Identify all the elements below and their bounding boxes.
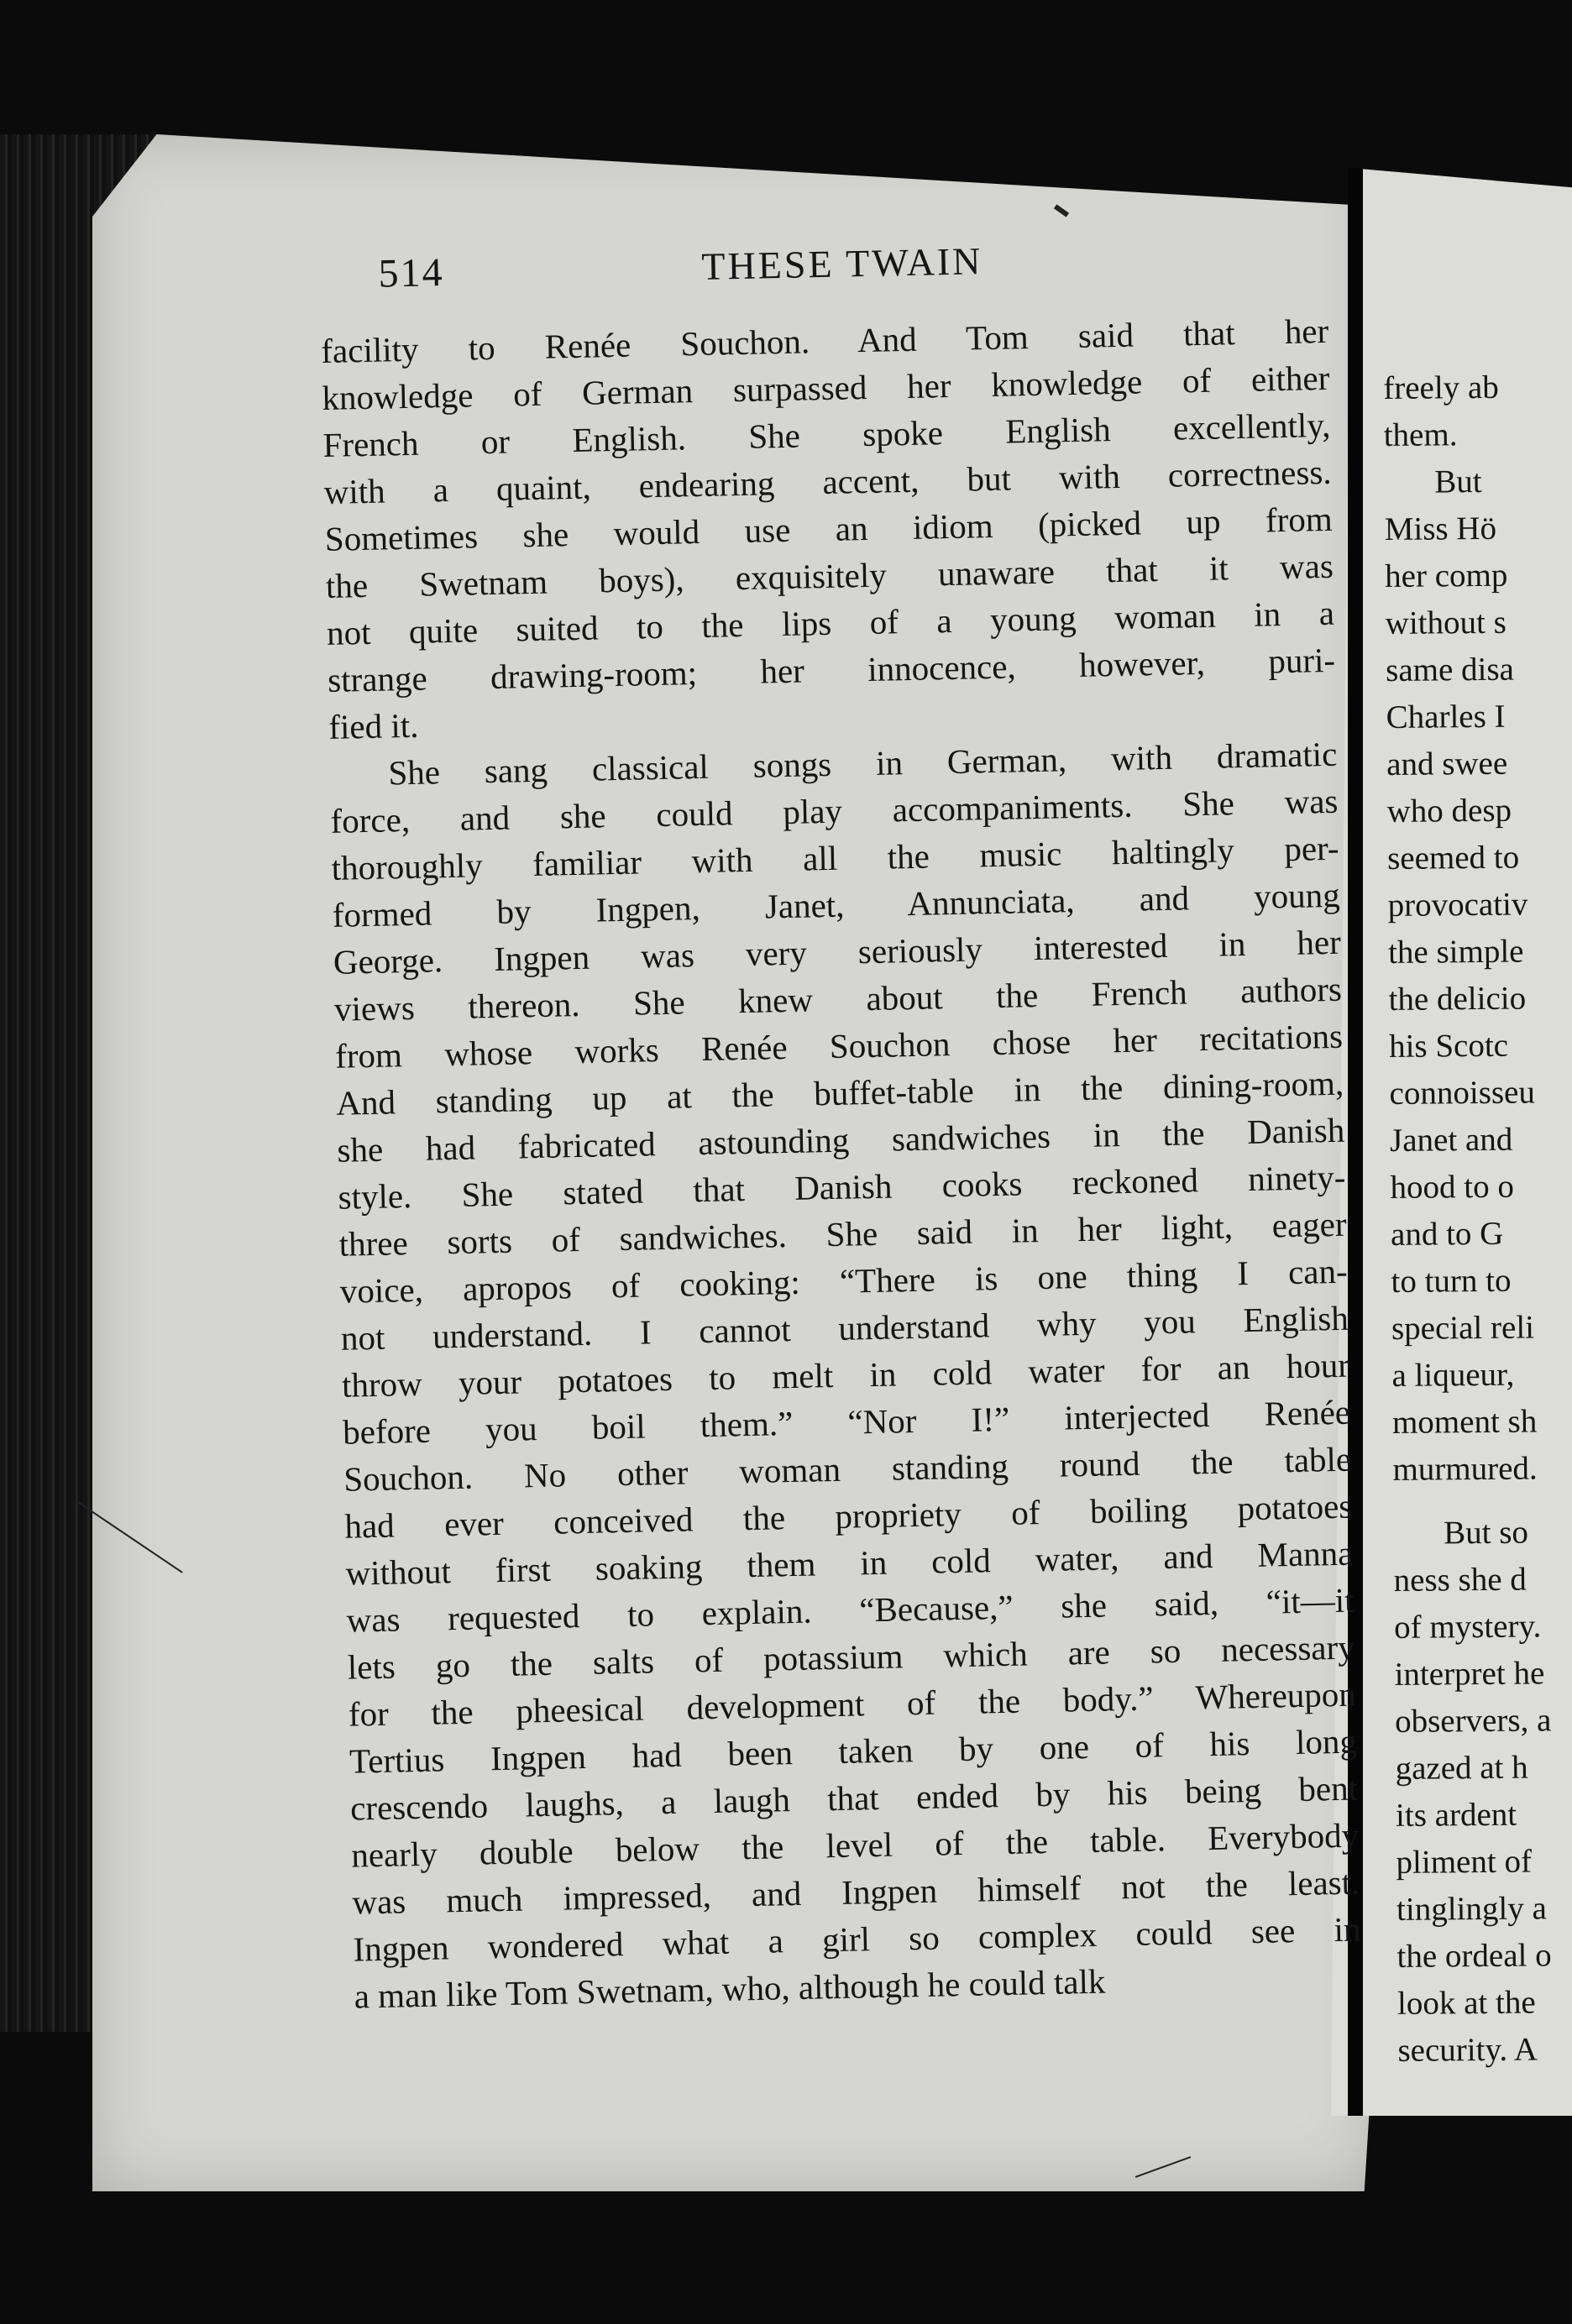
text-line: same disa: [1385, 651, 1515, 688]
text-line: the simple: [1387, 933, 1524, 971]
text-line: from whose works Renée Souchon chose her recitations: [334, 1016, 1344, 1076]
text-line: who desp: [1386, 792, 1512, 830]
text-line: throw your potatoes to melt in cold water for an hour: [341, 1345, 1350, 1405]
paragraph-gap: [1393, 1492, 1572, 1510]
text-line: tinglingly a: [1396, 1890, 1547, 1928]
paragraph: [329, 730, 1362, 2020]
text-line: Miss Hö: [1384, 510, 1497, 547]
text-line: views thereon. She knew about the French authors: [333, 969, 1343, 1029]
right-page-text: [1383, 364, 1572, 2075]
text-line: ness she d: [1393, 1561, 1527, 1599]
text-line: three sorts of sandwiches. She said in her light, eager: [338, 1204, 1347, 1264]
running-title: THESE TWAIN: [700, 239, 983, 288]
text-line: nearly double below the level of the table. Everybody: [350, 1815, 1360, 1875]
text-line: had ever conceived the propriety of boiling potatoes: [344, 1486, 1353, 1546]
text-line: formed by Ingpen, Janet, Annunciata, and young: [332, 875, 1341, 934]
text-line: for the pheesical development of the body.” Whereupon: [348, 1674, 1357, 1734]
text-line: connoisseu: [1389, 1074, 1536, 1112]
text-line: before you boil them.” “Nor I!” interjected Renée: [342, 1392, 1351, 1452]
text-line: not quite suited to the lips of a young woman in a: [326, 593, 1335, 652]
text-line: interpret he: [1394, 1655, 1545, 1693]
text-line: the delicio: [1388, 980, 1527, 1018]
text-line: freely ab: [1383, 369, 1499, 406]
text-line: Ingpen wondered what a girl so complex could see in: [353, 1909, 1361, 1969]
text-line: special reli: [1391, 1309, 1535, 1347]
text-line: and swee: [1386, 745, 1508, 783]
text-line: of mystery.: [1393, 1608, 1542, 1646]
text-line: crescendo laughs, a laugh that ended by his being bent: [349, 1768, 1359, 1828]
text-line: Charles I: [1386, 698, 1506, 735]
text-line: gazed at h: [1395, 1749, 1528, 1787]
text-line: to turn to: [1391, 1262, 1512, 1300]
text-line: was requested to explain. “Because,” she said, “it—it: [346, 1580, 1355, 1640]
text-line: without s: [1385, 604, 1506, 641]
text-line: lets go the salts of potassium which are so necessary: [347, 1627, 1356, 1687]
text-line: hood to o: [1390, 1168, 1515, 1206]
text-line: not understand. I cannot understand why you English: [340, 1298, 1349, 1358]
text-line: voice, apropos of cooking: “There is one thing I can-: [339, 1251, 1349, 1311]
text-line: seemed to: [1386, 839, 1520, 877]
text-line: George. Ingpen was very seriously interested in her: [333, 922, 1342, 981]
text-line: thoroughly familiar with all the music haltingly per-: [331, 828, 1339, 887]
text-line: them.: [1383, 416, 1458, 453]
text-line: But so: [1443, 1514, 1529, 1552]
text-line: knowledge of German surpassed her knowledge of either: [322, 358, 1330, 417]
text-line: look at the: [1396, 1984, 1536, 2022]
text-line: observers, a: [1394, 1702, 1552, 1740]
text-line: facility to Renée Souchon. And Tom said that her: [320, 311, 1329, 370]
text-line: with a quaint, endearing accent, but with correctness.: [323, 452, 1332, 511]
text-line: security. A: [1397, 2031, 1538, 2069]
text-line: fied it.: [328, 705, 419, 746]
text-line: a man like Tom Swetnam, who, although he could talk: [354, 1961, 1106, 2016]
text-line: force, and she could play accompaniments. She was: [330, 781, 1339, 840]
text-line: strange drawing-room; her innocence, however, puri-: [327, 640, 1336, 699]
text-line: style. She stated that Danish cooks reckoned ninety-: [338, 1157, 1346, 1217]
text-line: its ardent: [1395, 1796, 1517, 1834]
text-line: provocativ: [1387, 886, 1528, 924]
paragraph: [321, 307, 1337, 751]
text-line: French or English. She spoke English excellently,: [322, 405, 1331, 464]
text-line: was much impressed, and Ingpen himself not the least.: [351, 1862, 1360, 1922]
text-line: pliment of: [1396, 1843, 1533, 1881]
text-line: without first soaking them in cold water, and Manna: [345, 1533, 1354, 1593]
text-line: she had fabricated astounding sandwiches in the Danish: [337, 1110, 1345, 1170]
text-line: She sang classical songs in German, with dramatic: [388, 734, 1338, 793]
text-line: her comp: [1385, 557, 1508, 594]
text-line: Souchon. No other woman standing round the table: [343, 1439, 1352, 1499]
text-line: Janet and: [1389, 1121, 1513, 1159]
page-number: 514: [378, 250, 445, 296]
text-line: the Swetnam boys), exquisitely unaware that it was: [325, 546, 1334, 605]
text-line: moment sh: [1391, 1403, 1538, 1441]
text-line: Sometimes she would use an idiom (picked up from: [324, 499, 1334, 558]
text-line: murmured.: [1392, 1450, 1538, 1488]
text-line: and to G: [1390, 1215, 1504, 1253]
text-line: But: [1434, 463, 1482, 500]
left-page-text: [319, 232, 1362, 2020]
text-line: And standing up at the buffet-table in the dining-room,: [335, 1063, 1344, 1123]
text-line: Tertius Ingpen had been taken by one of his long: [348, 1721, 1358, 1781]
text-line: a liqueur,: [1391, 1356, 1515, 1394]
text-line: the ordeal o: [1396, 1937, 1552, 1975]
text-line: his Scotc: [1388, 1027, 1509, 1065]
body-text: [321, 307, 1362, 2020]
